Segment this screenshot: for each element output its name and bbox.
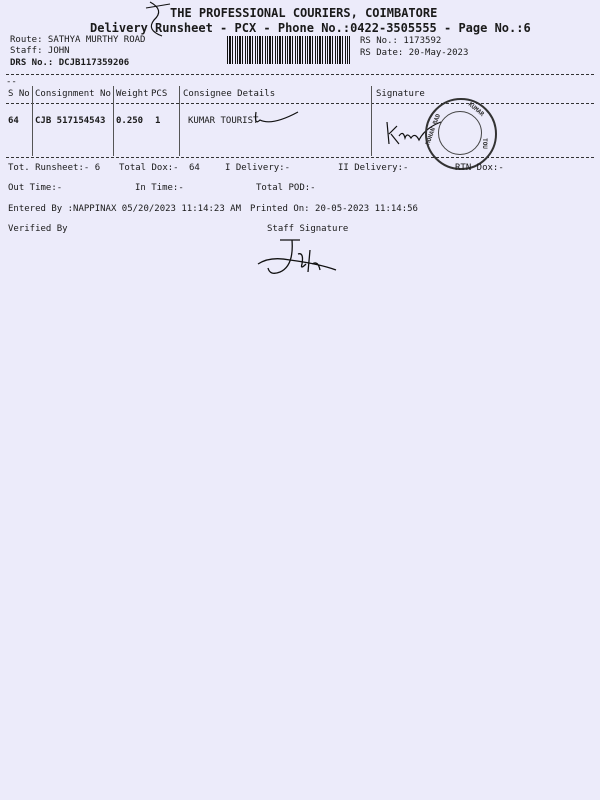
staff-handwritten-signature (250, 236, 340, 284)
row-consignee: KUMAR TOURIST (188, 116, 259, 126)
table-header-rule (6, 103, 594, 104)
in-time: In Time:- (135, 183, 184, 193)
rs-number: RS No.: 1173592 (360, 36, 442, 46)
col-header-signature: Signature (376, 89, 425, 99)
runsheet-title: Delivery Runsheet - PCX - Phone No.:0422-3505555 - Page No.:6 (90, 21, 531, 35)
col-header-weight: Weight (116, 89, 149, 99)
col-header-consignment: Consignment No (35, 89, 111, 99)
entered-by: Entered By :NAPPINAX 05/20/2023 11:14:23 AM (8, 204, 241, 214)
i-delivery: I Delivery:- (225, 163, 291, 173)
total-runsheet: Tot. Runsheet:- 6 (8, 163, 101, 173)
stamp-text-side: TOU (480, 138, 488, 149)
stamp-text-top: KUMAR (466, 101, 486, 118)
table-bottom-rule (6, 157, 594, 158)
route-label: Route: SATHYA MURTHY ROAD (10, 35, 146, 45)
header-handwritten-mark (140, 0, 180, 40)
ii-delivery: II Delivery:- (338, 163, 409, 173)
col-header-consignee: Consignee Details (183, 89, 276, 99)
verified-by: Verified By (8, 224, 68, 234)
stamp-text-left: MOHAN BAD (424, 113, 443, 146)
table-marker: -- (6, 77, 17, 87)
row-consignment-no: CJB 517154543 (35, 116, 106, 126)
table-top-rule (6, 74, 594, 75)
stamp-inner-ring (438, 111, 482, 155)
row-pcs: 1 (155, 116, 161, 126)
staff-label: Staff: JOHN (10, 46, 70, 56)
col-header-pcs: PCS (151, 89, 168, 99)
company-name: THE PROFESSIONAL COURIERS, COIMBATORE (170, 6, 438, 20)
barcode-icon (227, 36, 350, 64)
col-divider (32, 86, 33, 156)
drs-number: DRS No.: DCJB117359206 (10, 58, 130, 68)
company-stamp (425, 98, 497, 170)
col-divider (371, 86, 372, 156)
printed-on: Printed On: 20-05-2023 11:14:56 (250, 204, 418, 214)
row-sno: 64 (8, 116, 19, 126)
staff-signature-label: Staff Signature (267, 224, 349, 234)
col-divider (179, 86, 180, 156)
rtn-dox: RTN Dox:- (455, 163, 504, 173)
total-dox-label: Total Dox:- (119, 163, 179, 173)
consignee-tick-mark (252, 108, 302, 130)
out-time: Out Time:- (8, 183, 63, 193)
col-divider (113, 86, 114, 156)
col-header-sno: S No (8, 89, 30, 99)
row-weight: 0.250 (116, 116, 144, 126)
total-dox-value: 64 (189, 163, 200, 173)
total-pod: Total POD:- (256, 183, 316, 193)
rs-date: RS Date: 20-May-2023 (360, 48, 469, 58)
